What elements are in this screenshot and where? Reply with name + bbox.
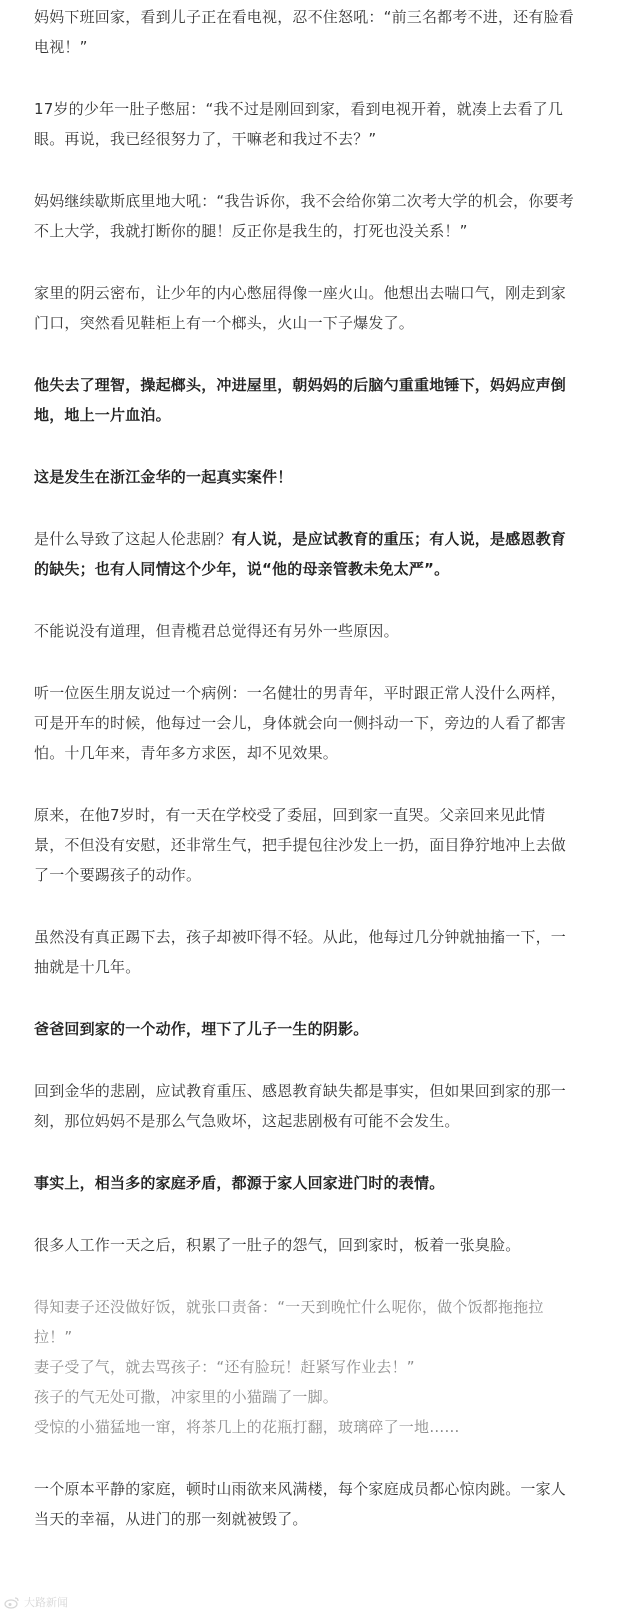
watermark-text: 大路新闻 (24, 1596, 68, 1609)
watermark (4, 1594, 68, 1610)
paragraph-7 (34, 524, 574, 584)
weibo-logo-icon (4, 1596, 20, 1609)
paragraph-11: 虽然没有真正踢下去，孩子却被吓得不轻。从此，他每过几分钟就抽搐一下，一抽就是十几年。 (34, 928, 567, 976)
paragraph-6: 这是发生在浙江金华的一起真实案件！ (34, 468, 293, 486)
paragraph-10: 原来，在他7岁时，有一天在学校受了委屈，回到家一直哭。父亲回来见此情景，不但没有安慰，还非常生气，把手提包往沙发上一扔，面目狰狞地冲上去做了一个要踢孩子的动作。 (34, 806, 567, 884)
article-body (34, 2, 574, 1534)
paragraph-15: 很多人工作一天之后，积累了一肚子的怨气，回到家时，板着一张臭脸。 (34, 1236, 521, 1254)
paragraph-9: 听一位医生朋友说过一个病例：一名健壮的男青年，平时跟正常人没什么两样，可是开车的时候，他每过一会儿，身体就会向一侧抖动一下，旁边的人看了都害怕。十几年来，青年多方求医，却不见效果。 (34, 684, 567, 762)
paragraph-19: 受惊的小猫猛地一窜，将茶几上的花瓶打翻，玻璃碎了一地…… (34, 1418, 460, 1436)
paragraph-16: 得知妻子还没做好饭，就张口责备：“一天到晚忙什么呢你，做个饭都拖拖拉拉！” (34, 1298, 544, 1346)
paragraph-4: 家里的阴云密布，让少年的内心憋屈得像一座火山。他想出去喘口气，刚走到家门口，突然看见鞋柜上有一个榔头，火山一下子爆发了。 (34, 284, 567, 332)
paragraph-5: 他失去了理智，操起榔头，冲进屋里，朝妈妈的后脑勺重重地锤下，妈妈应声倒地，地上一片血泊。 (34, 376, 567, 424)
paragraph-7-bold: 有人说，是应试教育的重压；有人说，是感恩教育的缺失；也有人同情这个少年，说“他的母亲管教未免太严”。 (34, 530, 567, 578)
paragraph-17: 妻子受了气，就去骂孩子：“还有脸玩！赶紧写作业去！” (34, 1358, 415, 1376)
paragraph-13: 回到金华的悲剧，应试教育重压、感恩教育缺失都是事实，但如果回到家的那一刻，那位妈妈不是那么气急败坏，这起悲剧极有可能不会发生。 (34, 1082, 567, 1130)
paragraph-7-normal: 是什么导致了这起人伦悲剧？ (34, 530, 232, 548)
paragraph-18: 孩子的气无处可撒，冲家里的小猫踹了一脚。 (34, 1388, 339, 1406)
paragraph-2: 17岁的少年一肚子憋屈：“我不过是刚回到家，看到电视开着，就凑上去看了几眼。再说，我已经很努力了，干嘛老和我过不去？” (34, 100, 564, 148)
paragraph-1: 妈妈下班回家，看到儿子正在看电视，忍不住怒吼：“前三名都考不进，还有脸看电视！” (34, 8, 574, 56)
paragraph-20: 一个原本平静的家庭，顿时山雨欲来风满楼，每个家庭成员都心惊肉跳。一家人当天的幸福，从进门的那一刻就被毁了。 (34, 1480, 567, 1528)
paragraph-3: 妈妈继续歇斯底里地大吼：“我告诉你，我不会给你第二次考大学的机会，你要考不上大学，我就打断你的腿！反正你是我生的，打死也没关系！” (34, 192, 574, 240)
paragraph-8: 不能说没有道理，但青榄君总觉得还有另外一些原因。 (34, 622, 399, 640)
paragraph-12: 爸爸回到家的一个动作，埋下了儿子一生的阴影。 (34, 1020, 369, 1038)
paragraph-14: 事实上，相当多的家庭矛盾，都源于家人回家进门时的表情。 (34, 1174, 445, 1192)
